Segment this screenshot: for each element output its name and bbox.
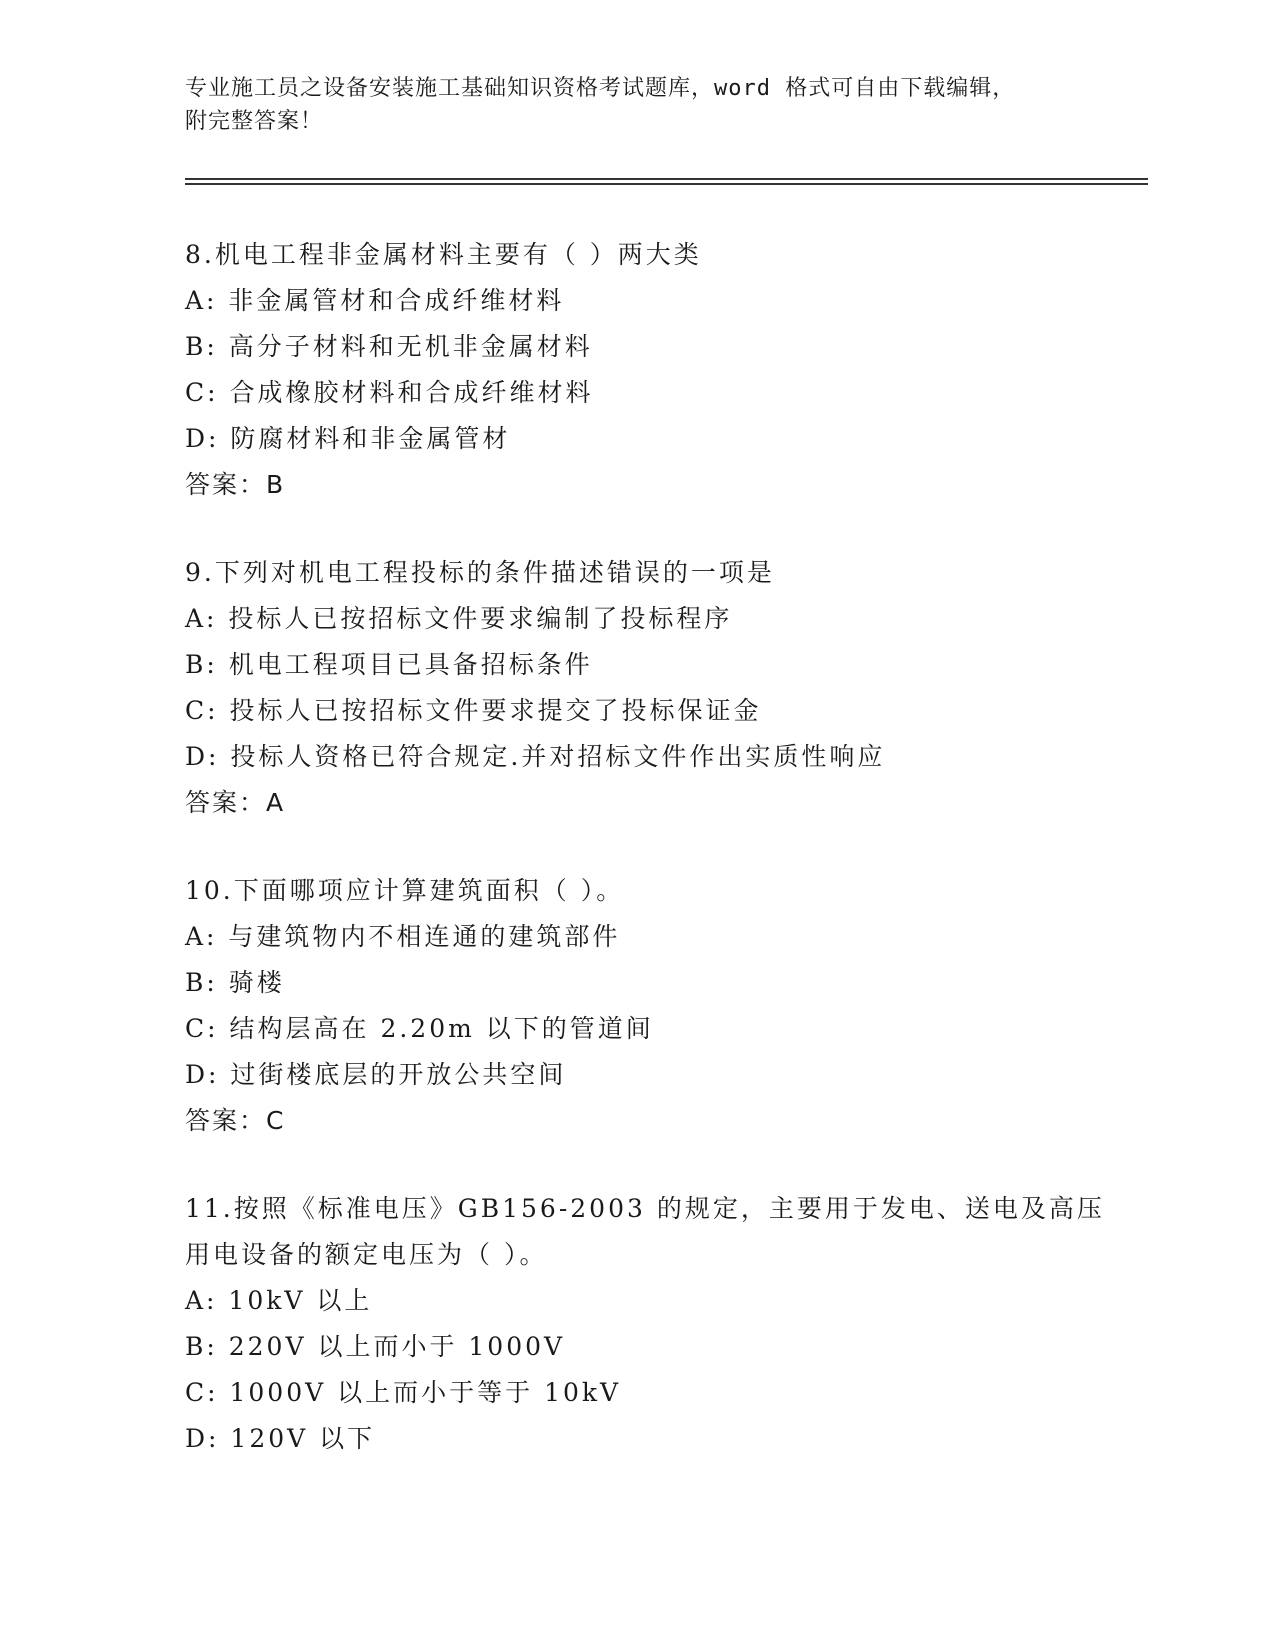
header-line-2: 附完整答案！ — [185, 109, 324, 134]
option-c: C: 结构层高在 2.20m 以下的管道间 — [185, 1014, 654, 1043]
answer-line: 答案：A — [185, 788, 286, 817]
option-d: D: 投标人资格已符合规定.并对招标文件作出实质性响应 — [185, 742, 886, 771]
option-c: C: 1000V 以上而小于等于 10kV — [185, 1378, 622, 1407]
question-11 — [185, 1186, 1105, 1462]
question-9 — [185, 550, 1085, 826]
option-a: A: 与建筑物内不相连通的建筑部件 — [185, 922, 621, 951]
header-line-1: 专业施工员之设备安装施工基础知识资格考试题库，word 格式可自由下载编辑， — [185, 76, 1016, 101]
option-d: D: 120V 以下 — [185, 1424, 376, 1453]
option-c: C: 合成橡胶材料和合成纤维材料 — [185, 378, 594, 407]
option-a: A: 非金属管材和合成纤维材料 — [185, 286, 565, 315]
header-divider-top — [185, 178, 1148, 180]
question-title: 10.下面哪项应计算建筑面积（ ）。 — [185, 876, 625, 905]
option-d: D: 过街楼底层的开放公共空间 — [185, 1060, 567, 1089]
question-title: 8.机电工程非金属材料主要有（ ）两大类 — [185, 240, 702, 269]
answer-line: 答案：C — [185, 1106, 286, 1135]
document-header — [185, 72, 1085, 138]
question-10 — [185, 868, 1085, 1144]
question-title-line-2: 用电设备的额定电压为（ ）。 — [185, 1240, 548, 1269]
option-b: B: 高分子材料和无机非金属材料 — [185, 332, 593, 361]
question-title: 9.下列对机电工程投标的条件描述错误的一项是 — [185, 558, 775, 587]
header-divider-bottom — [185, 183, 1148, 185]
option-d: D: 防腐材料和非金属管材 — [185, 424, 511, 453]
question-8 — [185, 232, 1085, 508]
answer-line: 答案：B — [185, 470, 286, 499]
option-c: C: 投标人已按招标文件要求提交了投标保证金 — [185, 696, 762, 725]
option-b: B: 220V 以上而小于 1000V — [185, 1332, 566, 1361]
question-title-line-1: 11.按照《标准电压》GB156-2003 的规定，主要用于发电、送电及高压 — [185, 1194, 1105, 1223]
option-b: B: 机电工程项目已具备招标条件 — [185, 650, 593, 679]
option-a: A: 投标人已按招标文件要求编制了投标程序 — [185, 604, 733, 633]
option-b: B: 骑楼 — [185, 968, 285, 997]
option-a: A: 10kV 以上 — [185, 1286, 373, 1315]
